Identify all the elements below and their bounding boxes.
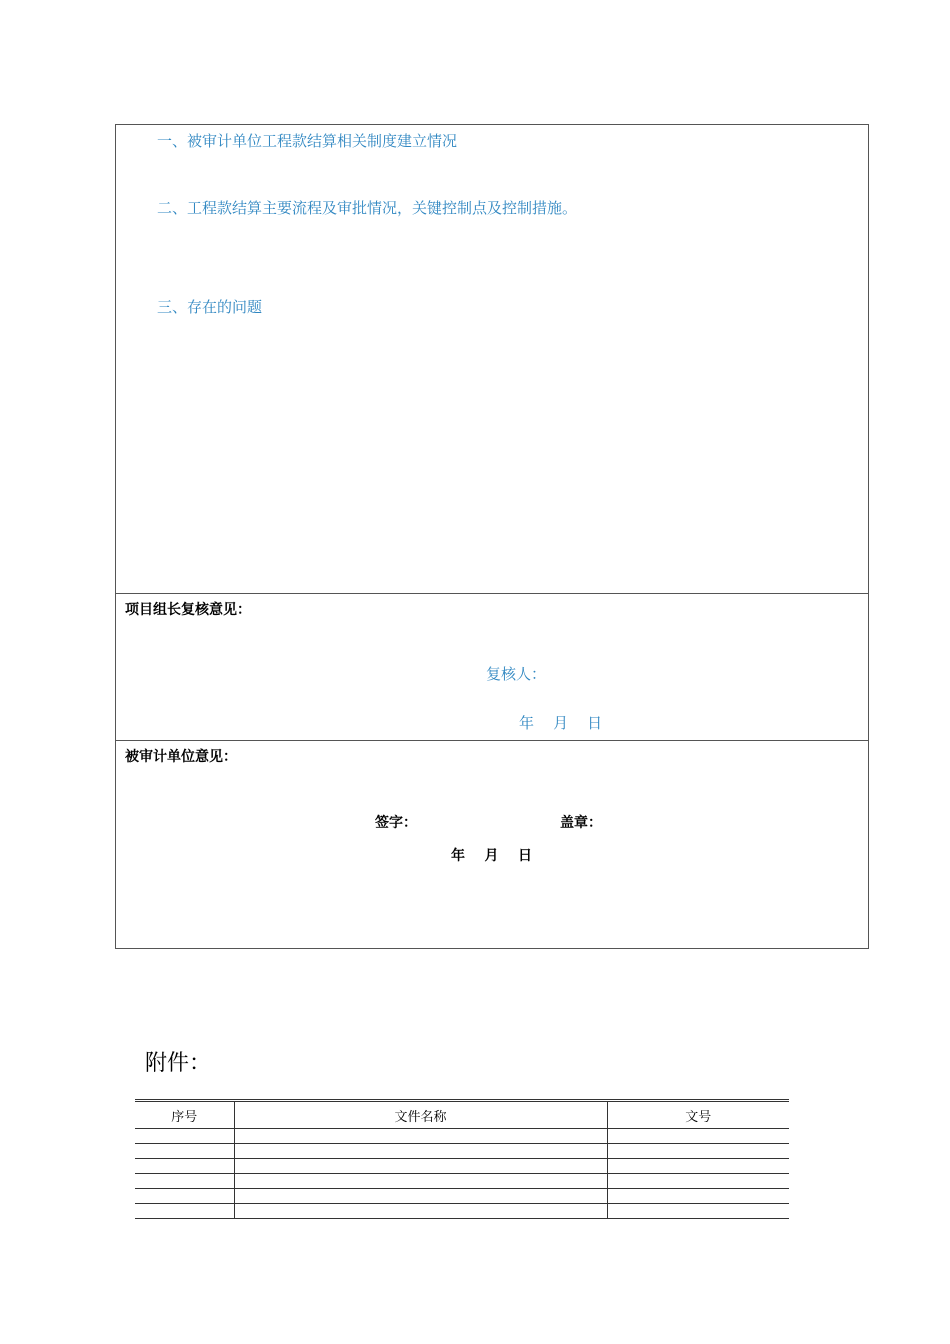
cell-index[interactable]: [135, 1204, 234, 1219]
cell-index[interactable]: [135, 1144, 234, 1159]
cell-index[interactable]: [135, 1129, 234, 1144]
cell-docno[interactable]: [607, 1189, 789, 1204]
section-1-heading: 一、被审计单位工程款结算相关制度建立情况: [157, 132, 458, 150]
cell-filename[interactable]: [234, 1204, 607, 1219]
divider: [116, 740, 868, 741]
cell-index[interactable]: [135, 1189, 234, 1204]
cell-filename[interactable]: [234, 1174, 607, 1189]
cell-docno[interactable]: [607, 1159, 789, 1174]
review-title: 项目组长复核意见：: [125, 602, 251, 618]
header-index: 序号: [135, 1101, 234, 1129]
table-row: [135, 1159, 789, 1174]
audited-title: 被审计单位意见：: [125, 749, 237, 765]
table-header-row: [135, 1101, 789, 1129]
cell-docno[interactable]: [607, 1144, 789, 1159]
section-2-heading: 二、工程款结算主要流程及审批情况，关键控制点及控制措施。: [157, 199, 578, 217]
divider: [116, 593, 868, 594]
header-docno: 文号: [607, 1101, 789, 1129]
table-row: [135, 1204, 789, 1219]
attachments-table: [135, 1099, 789, 1219]
table-row: [135, 1189, 789, 1204]
table-row: [135, 1129, 789, 1144]
header-filename: 文件名称: [234, 1101, 607, 1129]
audited-date: 年 月 日: [451, 848, 532, 864]
cell-index[interactable]: [135, 1159, 234, 1174]
cell-filename[interactable]: [234, 1159, 607, 1174]
table-row: [135, 1144, 789, 1159]
seal-label: 盖章：: [560, 815, 602, 831]
cell-docno[interactable]: [607, 1204, 789, 1219]
section-3-heading: 三、存在的问题: [157, 298, 263, 316]
cell-docno[interactable]: [607, 1129, 789, 1144]
cell-filename[interactable]: [234, 1144, 607, 1159]
cell-index[interactable]: [135, 1174, 234, 1189]
reviewer-label: 复核人：: [486, 665, 547, 683]
cell-filename[interactable]: [234, 1129, 607, 1144]
review-date: 年 月 日: [519, 714, 603, 732]
audit-form: [115, 124, 869, 949]
sign-label: 签字：: [375, 815, 417, 831]
cell-docno[interactable]: [607, 1174, 789, 1189]
table-row: [135, 1174, 789, 1189]
attachments-title: 附件：: [145, 1051, 212, 1076]
cell-filename[interactable]: [234, 1189, 607, 1204]
